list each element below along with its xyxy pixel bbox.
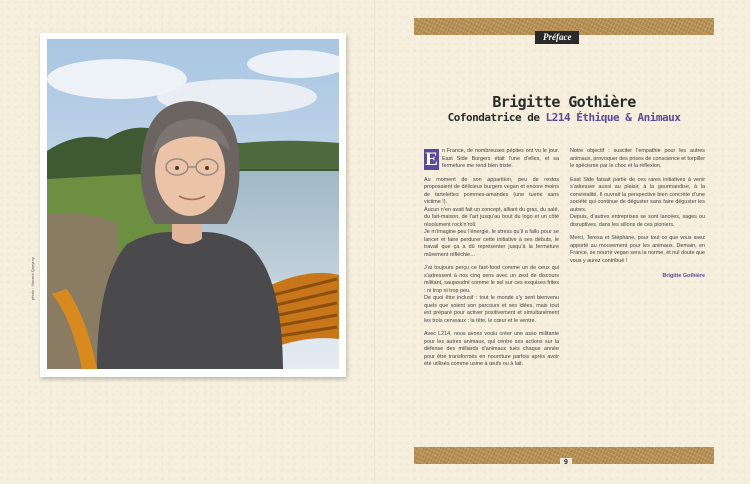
paragraph: J’ai toujours perçu ce fast-food comme un de ceux qui s’adressent à nos cinq sens avec un zest de discours militant, saupoudré comme le sel sur ces exquises frites : ni trop ni trop peu.	[424, 265, 559, 294]
author-name: Brigitte Gothière	[492, 93, 636, 111]
author-role-prefix: Cofondatrice de	[447, 111, 546, 124]
portrait-illustration	[47, 39, 339, 369]
paragraph: De quoi être inclusif : tout le monde s’y sent bienvenu quels que soient son parcours et ses idées, mais tout est préparé pour activer positivement et simultanément les trois cerveaux : la tête, le cœur et le ventre.	[424, 295, 559, 324]
paragraph: East Side faisait partie de ces rares initiatives à venir s’adresser aussi au plaisir, à la gourmandise, à la convivialité. Il ouvrait la perspective bien concrète d’une société qui continue de déguster sans faire déguster les autres.	[570, 176, 705, 213]
text-column-right	[570, 148, 705, 281]
paragraph-text: n France, de nombreuses pépites ont vu le jour. East Side Burgers était l’une d’elles, et sa fermeture me rend bien triste.	[442, 148, 559, 169]
author-role	[414, 111, 714, 124]
paragraph	[424, 148, 559, 171]
paragraph: Merci, Teresa et Stéphane, pour tout ce que vous avez apporté au mouvement pour les animaux. Demain, en France, se nourrir vegan sera la norme, et nul doute que vous y aurez contribué !	[570, 235, 705, 264]
signature: Brigitte Gothière	[662, 273, 705, 279]
paragraph: Avec L214, nous avons voulu créer une asso militante pour les autres animaux, qui centre ses actions sur la défense des milliards d’animaux tués chaque année pour être transformés en nourriture parfois après avoir été utilisés comme usine à œufs ou à lait.	[424, 331, 559, 367]
portrait-photo-frame	[40, 33, 346, 377]
paragraph: Depuis, d’autres entreprises se sont lancées, sages ou disruptives, dans les sillons de ces pioniers.	[570, 214, 705, 228]
portrait-photo	[47, 39, 339, 369]
section-tag: Préface	[535, 31, 579, 44]
paragraph: Je m’imagine peu l’énergie, le stress qu’il a fallu pour se lancer et faire perdurer cette initiative à ses débuts, le travail que ça a dû représenter jusqu’à la fermeture mûrement réfléchie…	[424, 229, 559, 258]
text-column-left	[424, 148, 559, 375]
page-number: 9	[560, 458, 572, 468]
paragraph: Aucun n’en avait fait un concept, alliant du gras, du salé, du fait-maison, de l’art jusqu’au bout du logo et un côté résolument rock’n’roll.	[424, 206, 559, 228]
paragraph: Au moment de son apparition, peu de restos proposaient de délicieux burgers vegan et encore moins de tartelettes pommes-amandes (une tuerie sans victime !).	[424, 176, 559, 205]
page-gutter	[374, 0, 376, 484]
drop-cap: E	[425, 149, 438, 170]
author-organization: L214 Éthique & Animaux	[545, 111, 681, 124]
photo-credit: photo : Vincent Queyroy	[30, 257, 35, 300]
paragraph: Notre objectif : susciter l’empathie pour les autres animaux, provoquer des prises de conscience et torpiller le spécisme par le choc et la réflexion.	[570, 148, 705, 169]
